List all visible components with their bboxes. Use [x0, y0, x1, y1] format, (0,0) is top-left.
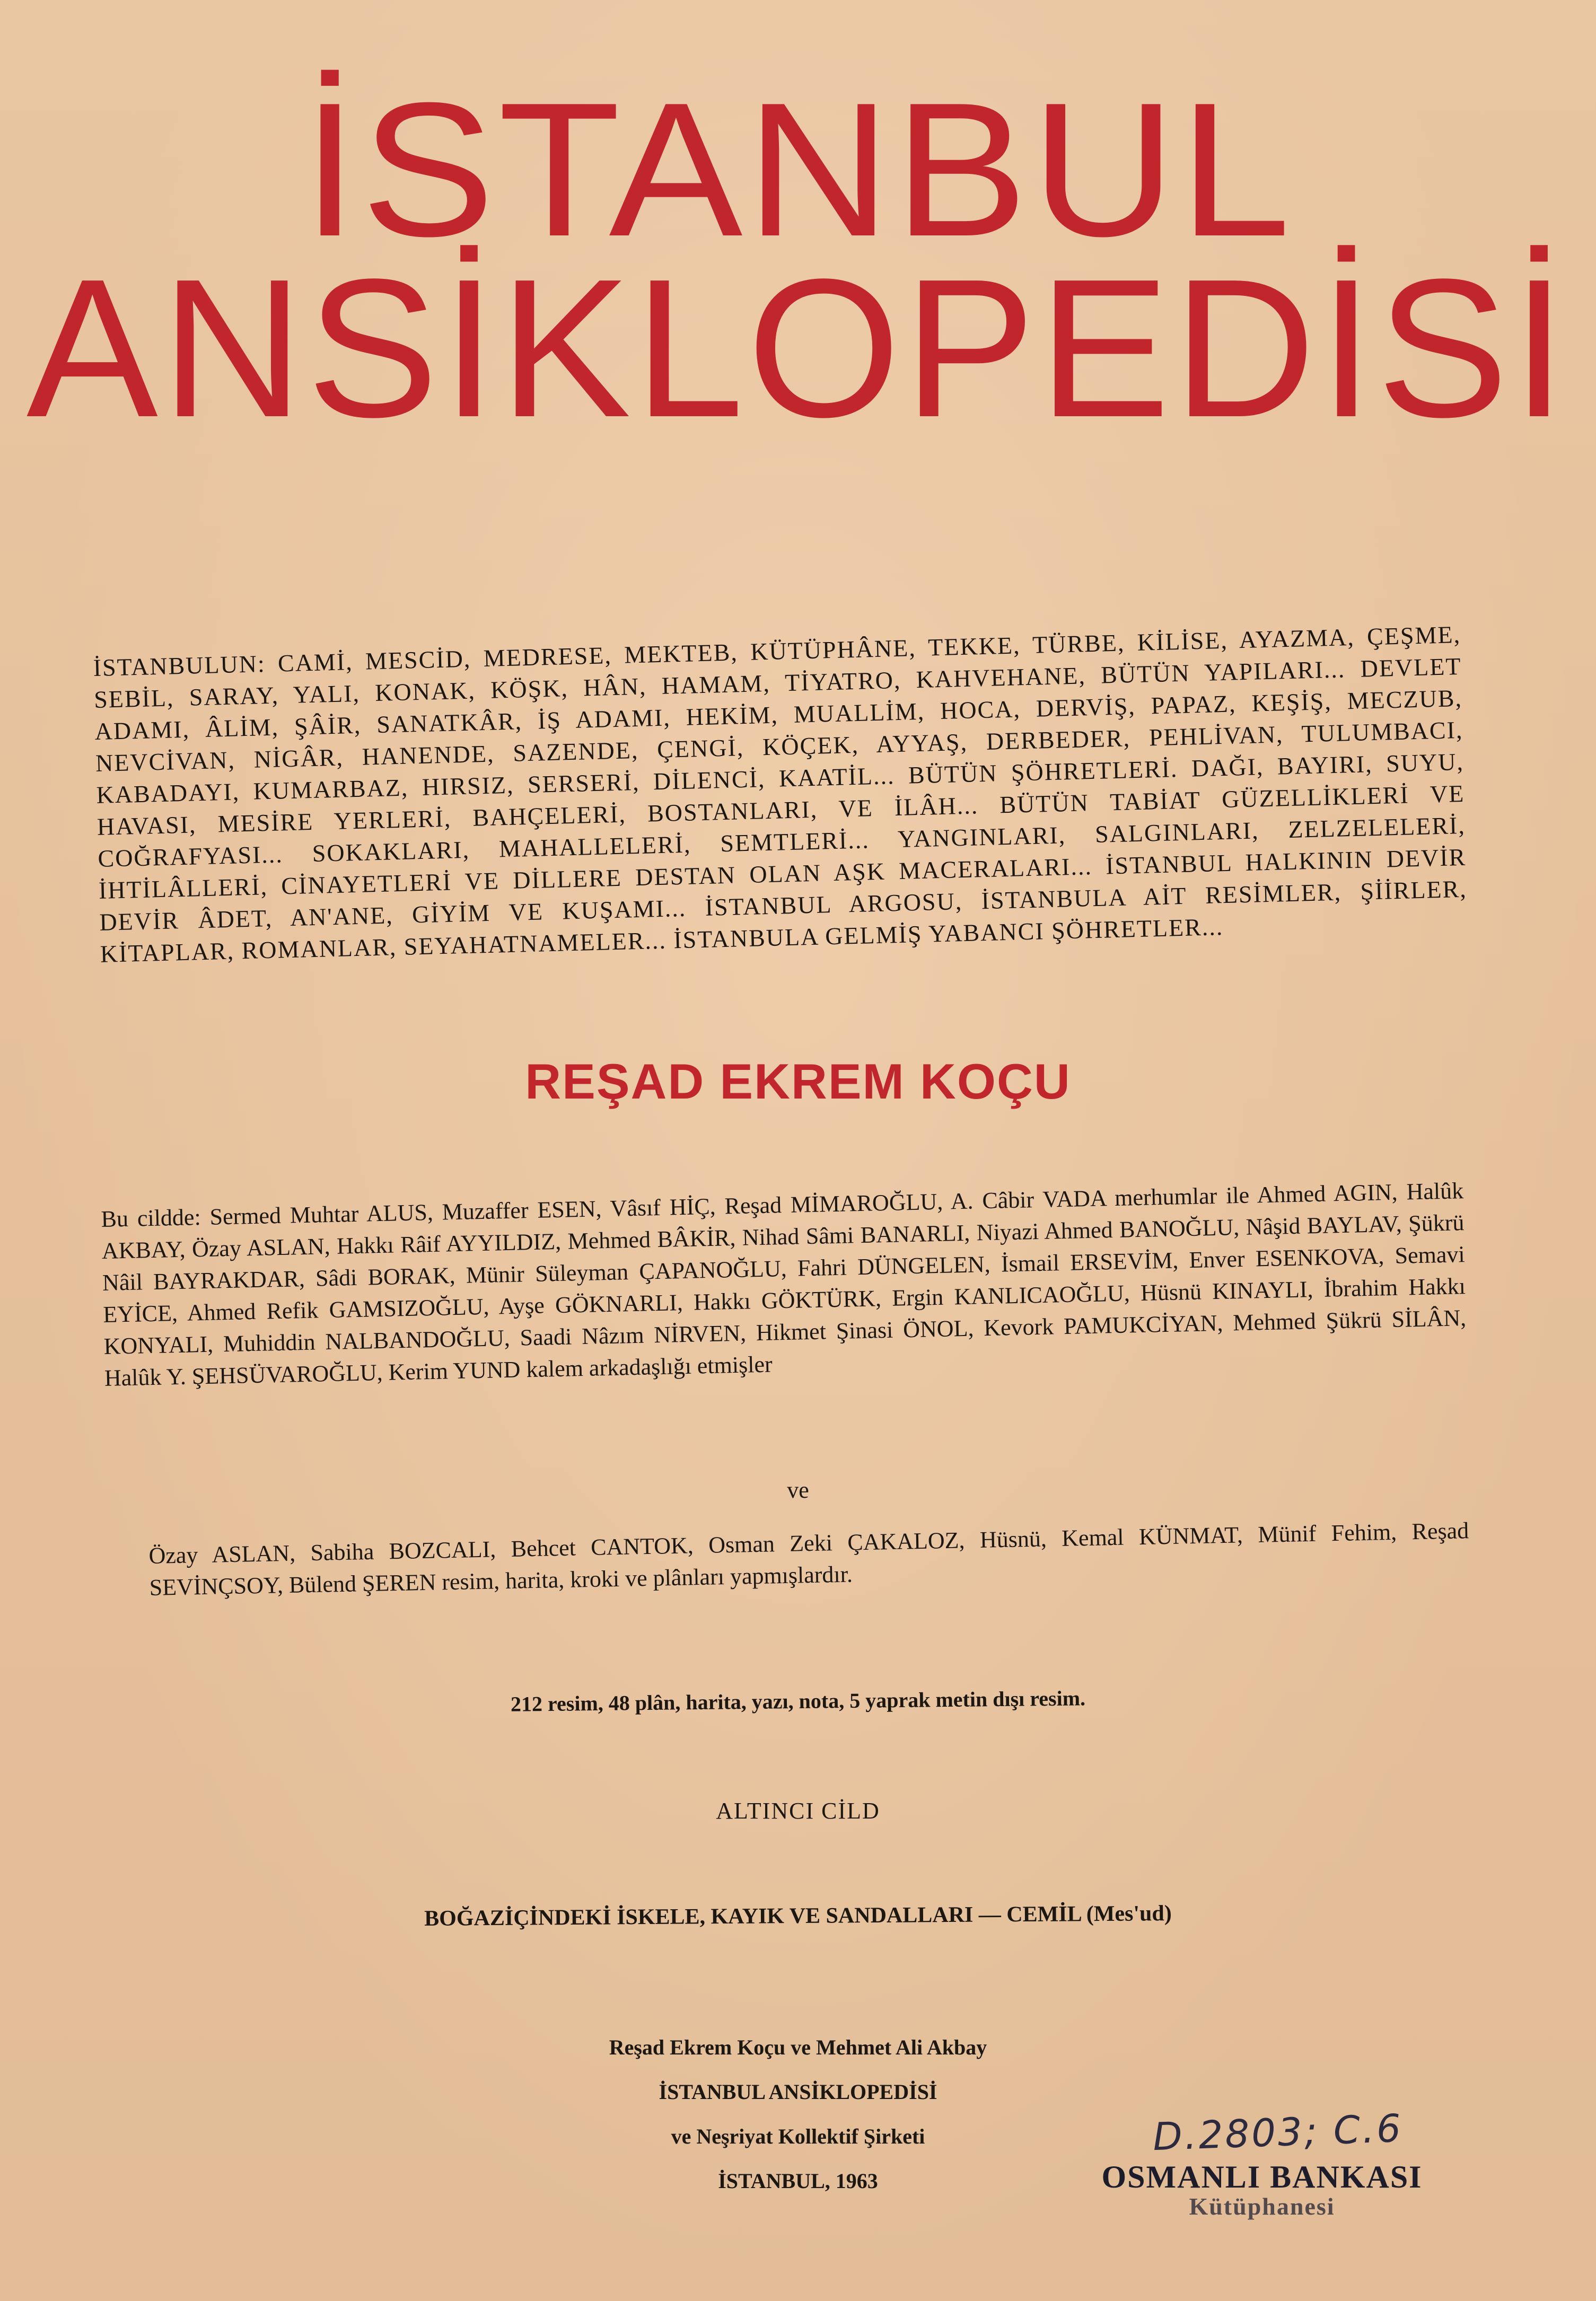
publisher-company: İSTANBUL ANSİKLOPEDİSİ: [659, 2080, 937, 2104]
stamp-library-label: Kütüphanesi: [1189, 2193, 1335, 2220]
conjunction-ve: ve: [787, 1477, 809, 1503]
author-name: REŞAD EKREM KOÇU: [525, 1053, 1071, 1109]
illustrators-paragraph: Özay ASLAN, Sabiha BOZCALI, Behcet CANTOK, Osman Zeki ÇAKALOZ, Hüsnü, Kemal KÜNMAT, Münif Fehim, Reşad SEVİNÇSOY, Bülend ŞEREN resim, harita, kroki ve plânları yapmışlardır.: [148, 1517, 1469, 1601]
encyclopedia-title-line-2: ANSİKLOPEDİSİ: [26, 238, 1570, 458]
illustration-counts: 212 resim, 48 plân, harita, yazı, nota, 5 yaprak metin dışı resim.: [510, 1686, 1086, 1716]
stamp-bank-name: OSMANLI BANKASI: [1101, 2159, 1423, 2194]
handwritten-shelfmark: D.2803; C.6: [1152, 2105, 1404, 2159]
contributors-paragraph: Bu cildde: Sermed Muhtar ALUS, Muzaffer ESEN, Vâsıf HİÇ, Reşad MİMAROĞLU, A. Câbir VADA merhumlar ile Ahmed AGIN, Halûk AKBAY, Özay ASLAN, Hakkı Râif AYYILDIZ, Mehmed BÂKİR, Nihad Sâmi BANARLI, Niyazi Ahmed BANOĞLU, Nâşid BAYLAV, Şükrü Nâil BAYRAKDAR, Sâdi BORAK, Münir Süleyman ÇAPANOĞLU, Fahri DÜNGELEN, İsmail ERSEVİM, Enver ESENKOVA, Semavi EYİCE, Ahmed Refik GAMSIZOĞLU, Ayşe GÖKNARLI, Hakkı GÖKTÜRK, Ergin KANLICAOĞLU, Hüsnü KINAYLI, İbrahim Hakkı KONYALI, Muhiddin NALBANDOĞLU, Saadi Nâzım NİRVEN, Hikmet Şinasi ÖNOL, Kevork PAMUKCİYAN, Mehmed Şükrü SİLÂN, Halûk Y. ŞEHSÜVAROĞLU, Kerim YUND kalem arkadaşlığı etmişler: [101, 1178, 1467, 1391]
encyclopedia-title-line-1: İSTANBUL: [302, 63, 1294, 276]
subjects-paragraph: İSTANBULUN: CAMİ, MESCİD, MEDRESE, MEKTEB, KÜTÜPHÂNE, TEKKE, TÜRBE, KİLİSE, AYAZMA, ÇEŞME, SEBİL, SARAY, YALI, KONAK, KÖŞK, HÂN, HAMAM, TİYATRO, KAHVEHANE, BÜTÜN YAPILARI... DEVLET ADAMI, ÂLİM, ŞÂİR, SANATKÂR, İŞ ADAMI, HEKİM, MUALLİM, HOCA, DERVİŞ, PAPAZ, KEŞİŞ, MECZUB, NEVCİVAN, NİGÂR, HANENDE, SAZENDE, ÇENGİ, KÖÇEK, AYYAŞ, DERBEDER, PEHLİVAN, TULUMBACI, KABADAYI, KUMARBAZ, HIRSIZ, SERSERİ, DİLENCİ, KAATİL... BÜTÜN ŞÖHRETLERİ. DAĞI, BAYIRI, SUYU, HAVASI, MESİRE YERLERİ, BAHÇELERİ, BOSTANLARI, VE İLÂH... BÜTÜN TABİAT GÜZELLİKLERİ VE COĞRAFYASI... SOKAKLARI, MAHALLELERİ, SEMTLERİ... YANGINLARI, SALGINLARI, ZELZELELERİ, İHTİLÂLLERİ, CİNAYETLERİ VE DİLLERE DESTAN OLAN AŞK MACERALARI... İSTANBUL HALKININ DEVİR DEVİR ÂDET, AN'ANE, GİYİM VE KUŞAMI... İSTANBUL ARGOSU, İSTANBULA AİT RESİMLER, ŞİİRLER, KİTAPLAR, ROMANLAR, SEYAHATNAMELER... İSTANBULA GELMİŞ YABANCI ŞÖHRETLER...: [93, 620, 1468, 968]
publisher-company-type: ve Neşriyat Kollektif Şirketi: [671, 2124, 925, 2148]
entry-range: BOĞAZİÇİNDEKİ İSKELE, KAYIK VE SANDALLARI — CEMİL (Mes'ud): [424, 1901, 1172, 1931]
publication-place-year: İSTANBUL, 1963: [718, 2169, 878, 2193]
volume-label: ALTINCI CİLD: [716, 1798, 880, 1824]
publisher-names: Reşad Ekrem Koçu ve Mehmet Ali Akbay: [609, 2035, 987, 2059]
library-stamp: [1092, 2105, 1432, 2220]
